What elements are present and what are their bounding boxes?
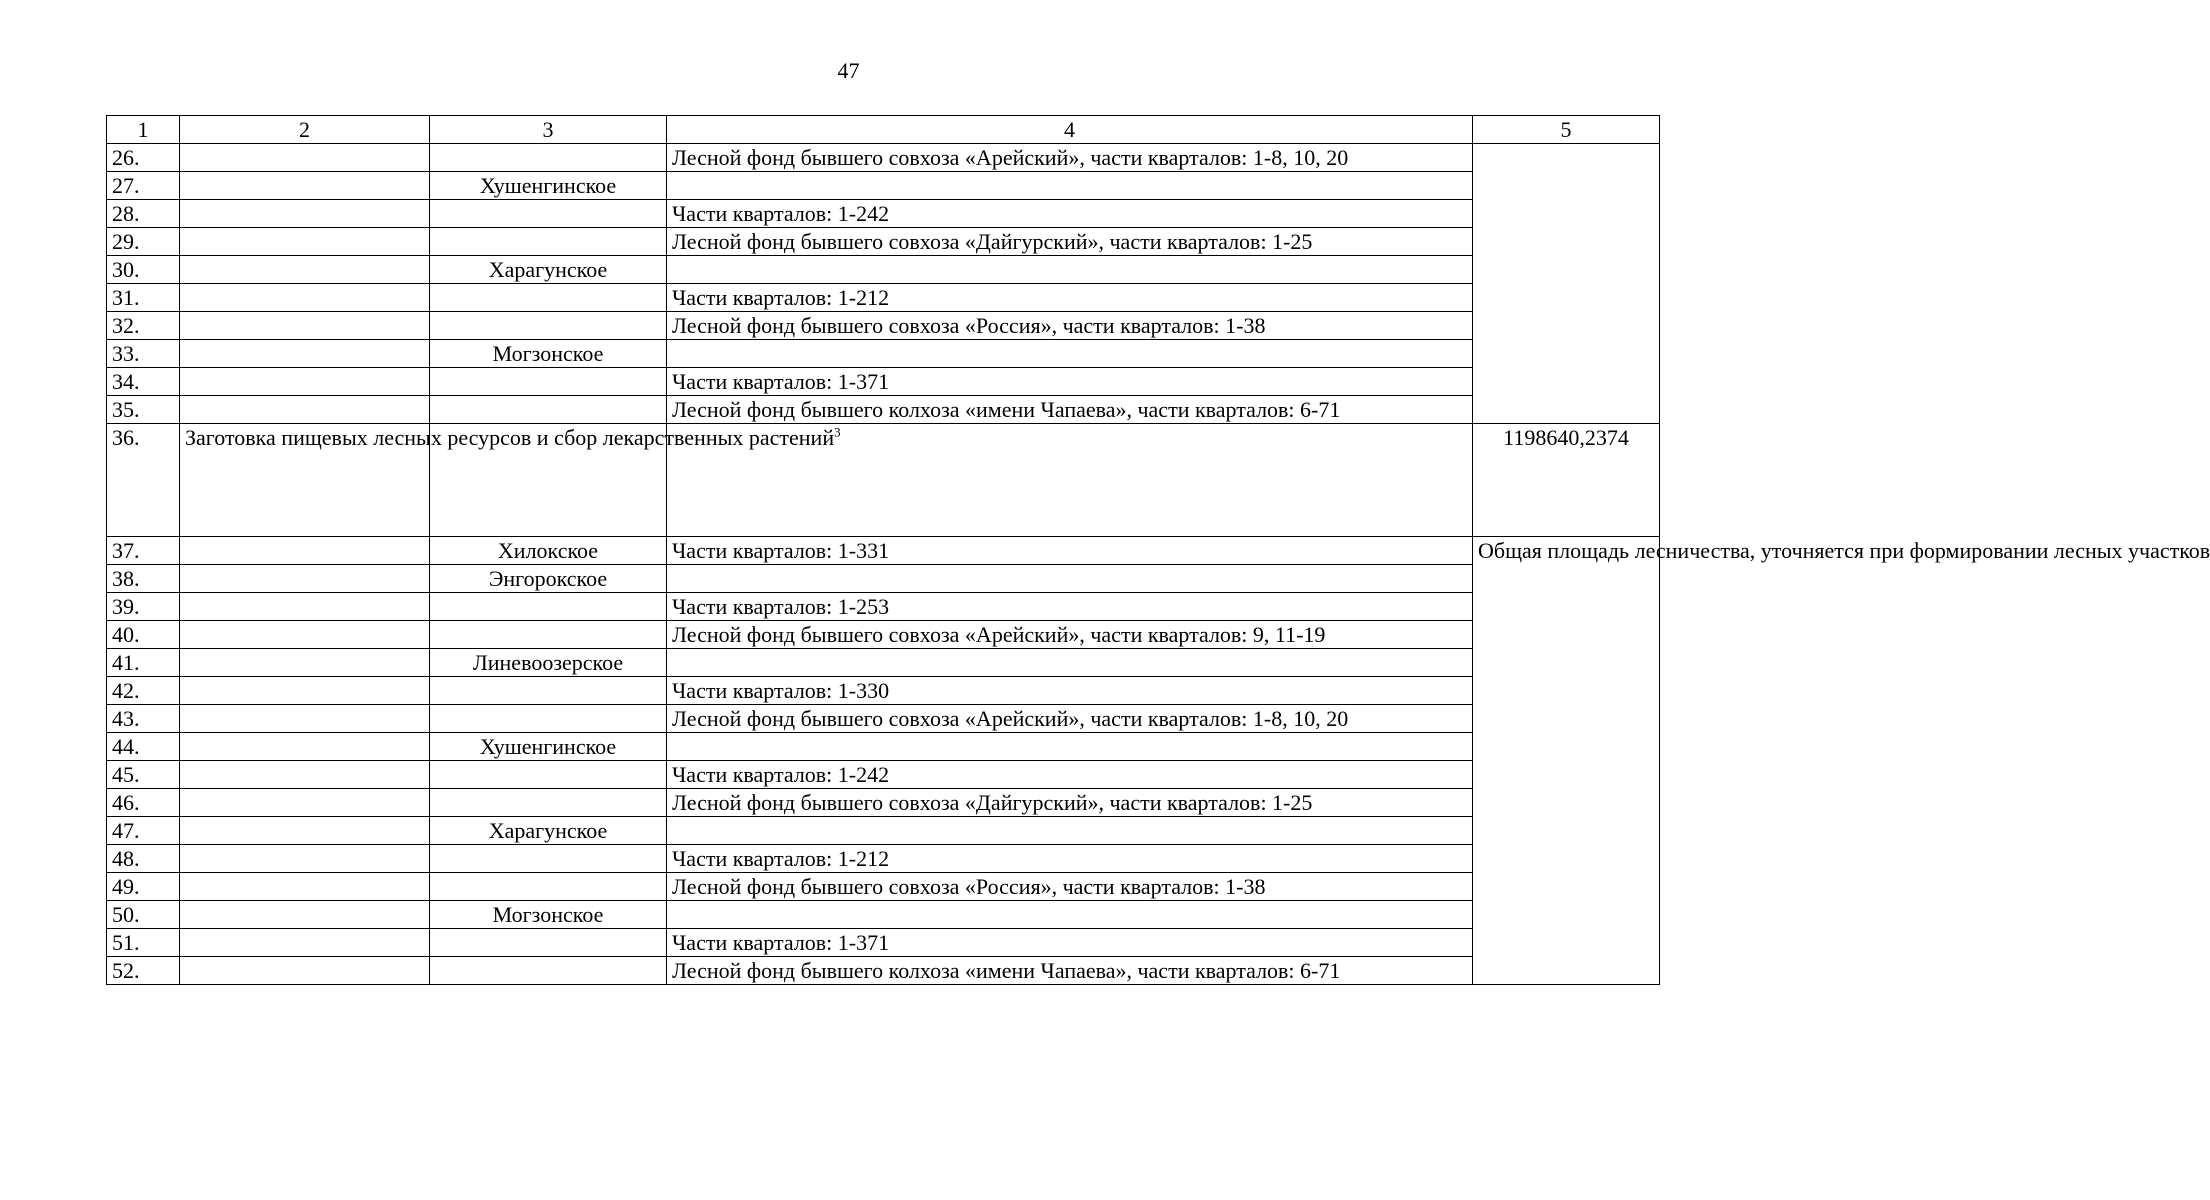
table-row (107, 705, 1660, 733)
quarters-cell: Части кварталов: 1-371 (667, 929, 1473, 957)
activity-cell (180, 649, 430, 677)
row-number-cell: 31. (107, 284, 180, 312)
forestry-district-cell (430, 312, 667, 340)
activity-cell (180, 172, 430, 200)
activity-cell (180, 873, 430, 901)
forestry-district-cell (430, 789, 667, 817)
activity-cell (180, 705, 430, 733)
row-number-cell: 36. (107, 424, 180, 537)
page-number: 47 (837, 58, 860, 83)
activity-cell (180, 396, 430, 424)
activity-cell (180, 368, 430, 396)
row-number-cell: 52. (107, 957, 180, 985)
forestry-district-cell: Хушенгинское (430, 733, 667, 761)
row-number-cell: 30. (107, 256, 180, 284)
row-number-cell: 32. (107, 312, 180, 340)
quarters-cell: Части кварталов: 1-331 (667, 537, 1473, 565)
table-row (107, 873, 1660, 901)
quarters-cell: Лесной фонд бывшего совхоза «Дайгурский», части кварталов: 1-25 (667, 789, 1473, 817)
quarters-cell (667, 733, 1473, 761)
quarters-cell (667, 172, 1473, 200)
table-row (107, 565, 1660, 593)
table-row (107, 144, 1660, 172)
forestry-district-cell (430, 957, 667, 985)
row-number-cell: 29. (107, 228, 180, 256)
row-number-cell: 38. (107, 565, 180, 593)
table-row (107, 340, 1660, 368)
row-number-cell: 34. (107, 368, 180, 396)
quarters-cell: Части кварталов: 1-330 (667, 677, 1473, 705)
area-note-cell: Общая площадь лесничества, уточняется при формировании лесных участков (1473, 537, 1660, 985)
quarters-cell: Лесной фонд бывшего совхоза «Арейский», части кварталов: 1-8, 10, 20 (667, 144, 1473, 172)
quarters-cell: Части кварталов: 1-212 (667, 845, 1473, 873)
quarters-cell: Лесной фонд бывшего совхоза «Арейский», части кварталов: 1-8, 10, 20 (667, 705, 1473, 733)
forestry-district-cell: Линевоозерское (430, 649, 667, 677)
header-col-1: 1 (107, 116, 180, 144)
forestry-district-cell (430, 845, 667, 873)
area-note-cell (1473, 144, 1660, 424)
table-row (107, 368, 1660, 396)
forestry-district-cell (430, 873, 667, 901)
activity-cell (180, 312, 430, 340)
row-number-cell: 35. (107, 396, 180, 424)
total-area-cell: 1198640,2374 (1473, 424, 1660, 537)
quarters-cell: Части кварталов: 1-371 (667, 368, 1473, 396)
forestry-district-cell: Хилокское (430, 537, 667, 565)
forestry-district-cell: Харагунское (430, 256, 667, 284)
header-col-5: 5 (1473, 116, 1660, 144)
table-row (107, 901, 1660, 929)
quarters-cell: Лесной фонд бывшего совхоза «Дайгурский», части кварталов: 1-25 (667, 228, 1473, 256)
forestry-district-cell (430, 705, 667, 733)
table-row (107, 649, 1660, 677)
forestry-district-cell (430, 677, 667, 705)
table-row (107, 172, 1660, 200)
forestry-district-cell: Могзонское (430, 340, 667, 368)
table-row (107, 677, 1660, 705)
quarters-cell (667, 649, 1473, 677)
activity-cell (180, 957, 430, 985)
table-row (107, 957, 1660, 985)
activity-cell (180, 733, 430, 761)
forestry-district-cell (430, 284, 667, 312)
row-number-cell: 26. (107, 144, 180, 172)
row-number-cell: 27. (107, 172, 180, 200)
activity-cell (180, 621, 430, 649)
row-number-cell: 48. (107, 845, 180, 873)
table-row (107, 200, 1660, 228)
quarters-cell (667, 565, 1473, 593)
table-row (107, 256, 1660, 284)
footnote-mark: 3 (834, 424, 841, 440)
quarters-cell (667, 817, 1473, 845)
forestry-district-cell (430, 593, 667, 621)
forestry-district-cell: Могзонское (430, 901, 667, 929)
activity-cell (180, 228, 430, 256)
row-number-cell: 45. (107, 761, 180, 789)
forestry-table (106, 115, 2210, 985)
table-row (107, 817, 1660, 845)
table-row (107, 761, 1660, 789)
activity-name-cell (180, 424, 841, 537)
table-row-activity-header (107, 424, 1660, 537)
table-row (107, 789, 1660, 817)
table-row (107, 621, 1660, 649)
row-number-cell: 47. (107, 817, 180, 845)
row-number-cell: 40. (107, 621, 180, 649)
activity-cell (180, 845, 430, 873)
table-row (107, 733, 1660, 761)
table-row (107, 845, 1660, 873)
row-number-cell: 33. (107, 340, 180, 368)
row-number-cell: 46. (107, 789, 180, 817)
table-row (107, 284, 1660, 312)
forestry-district-cell (430, 929, 667, 957)
quarters-cell: Лесной фонд бывшего колхоза «имени Чапаева», части кварталов: 6-71 (667, 396, 1473, 424)
activity-cell (180, 817, 430, 845)
activity-cell (180, 789, 430, 817)
row-number-cell: 51. (107, 929, 180, 957)
quarters-cell: Части кварталов: 1-242 (667, 200, 1473, 228)
activity-cell (180, 677, 430, 705)
row-number-cell: 49. (107, 873, 180, 901)
quarters-cell: Части кварталов: 1-212 (667, 284, 1473, 312)
activity-cell (180, 256, 430, 284)
quarters-cell (667, 256, 1473, 284)
row-number-cell: 28. (107, 200, 180, 228)
quarters-cell: Лесной фонд бывшего совхоза «Россия», части кварталов: 1-38 (667, 312, 1473, 340)
forestry-district-cell (430, 200, 667, 228)
table-row (107, 537, 1660, 565)
forestry-district-cell (430, 761, 667, 789)
quarters-cell: Лесной фонд бывшего совхоза «Россия», части кварталов: 1-38 (667, 873, 1473, 901)
activity-cell (180, 340, 430, 368)
table-header-row (107, 116, 1660, 144)
row-number-cell: 37. (107, 537, 180, 565)
row-number-cell: 41. (107, 649, 180, 677)
row-number-cell: 44. (107, 733, 180, 761)
row-number-cell: 39. (107, 593, 180, 621)
forestry-district-cell (430, 144, 667, 172)
forestry-district-cell (430, 396, 667, 424)
header-col-2: 2 (180, 116, 430, 144)
quarters-cell: Лесной фонд бывшего колхоза «имени Чапаева», части кварталов: 6-71 (667, 957, 1473, 985)
row-number-cell: 42. (107, 677, 180, 705)
forestry-district-cell: Энгорокское (430, 565, 667, 593)
activity-cell (180, 537, 430, 565)
row-number-cell: 43. (107, 705, 180, 733)
table-row (107, 312, 1660, 340)
forestry-district-cell: Хушенгинское (430, 172, 667, 200)
forestry-district-cell (430, 228, 667, 256)
forestry-district-cell (430, 621, 667, 649)
quarters-cell: Части кварталов: 1-253 (667, 593, 1473, 621)
activity-cell (180, 593, 430, 621)
activity-name: Заготовка пищевых лесных ресурсов и сбор лекарственных растений (185, 425, 835, 450)
table-row (107, 228, 1660, 256)
quarters-cell (667, 901, 1473, 929)
activity-cell (180, 284, 430, 312)
table-row (107, 929, 1660, 957)
activity-cell (180, 144, 430, 172)
forestry-district-cell (430, 368, 667, 396)
header-col-3: 3 (430, 116, 667, 144)
forestry-district-cell: Харагунское (430, 817, 667, 845)
quarters-cell: Лесной фонд бывшего совхоза «Арейский», части кварталов: 9, 11-19 (667, 621, 1473, 649)
table-row (107, 593, 1660, 621)
quarters-cell: Части кварталов: 1-242 (667, 761, 1473, 789)
activity-cell (180, 200, 430, 228)
row-number-cell: 50. (107, 901, 180, 929)
quarters-cell (667, 340, 1473, 368)
header-col-4: 4 (667, 116, 1473, 144)
table-row (107, 396, 1660, 424)
activity-cell (180, 761, 430, 789)
activity-cell (180, 565, 430, 593)
activity-cell (180, 901, 430, 929)
activity-cell (180, 929, 430, 957)
